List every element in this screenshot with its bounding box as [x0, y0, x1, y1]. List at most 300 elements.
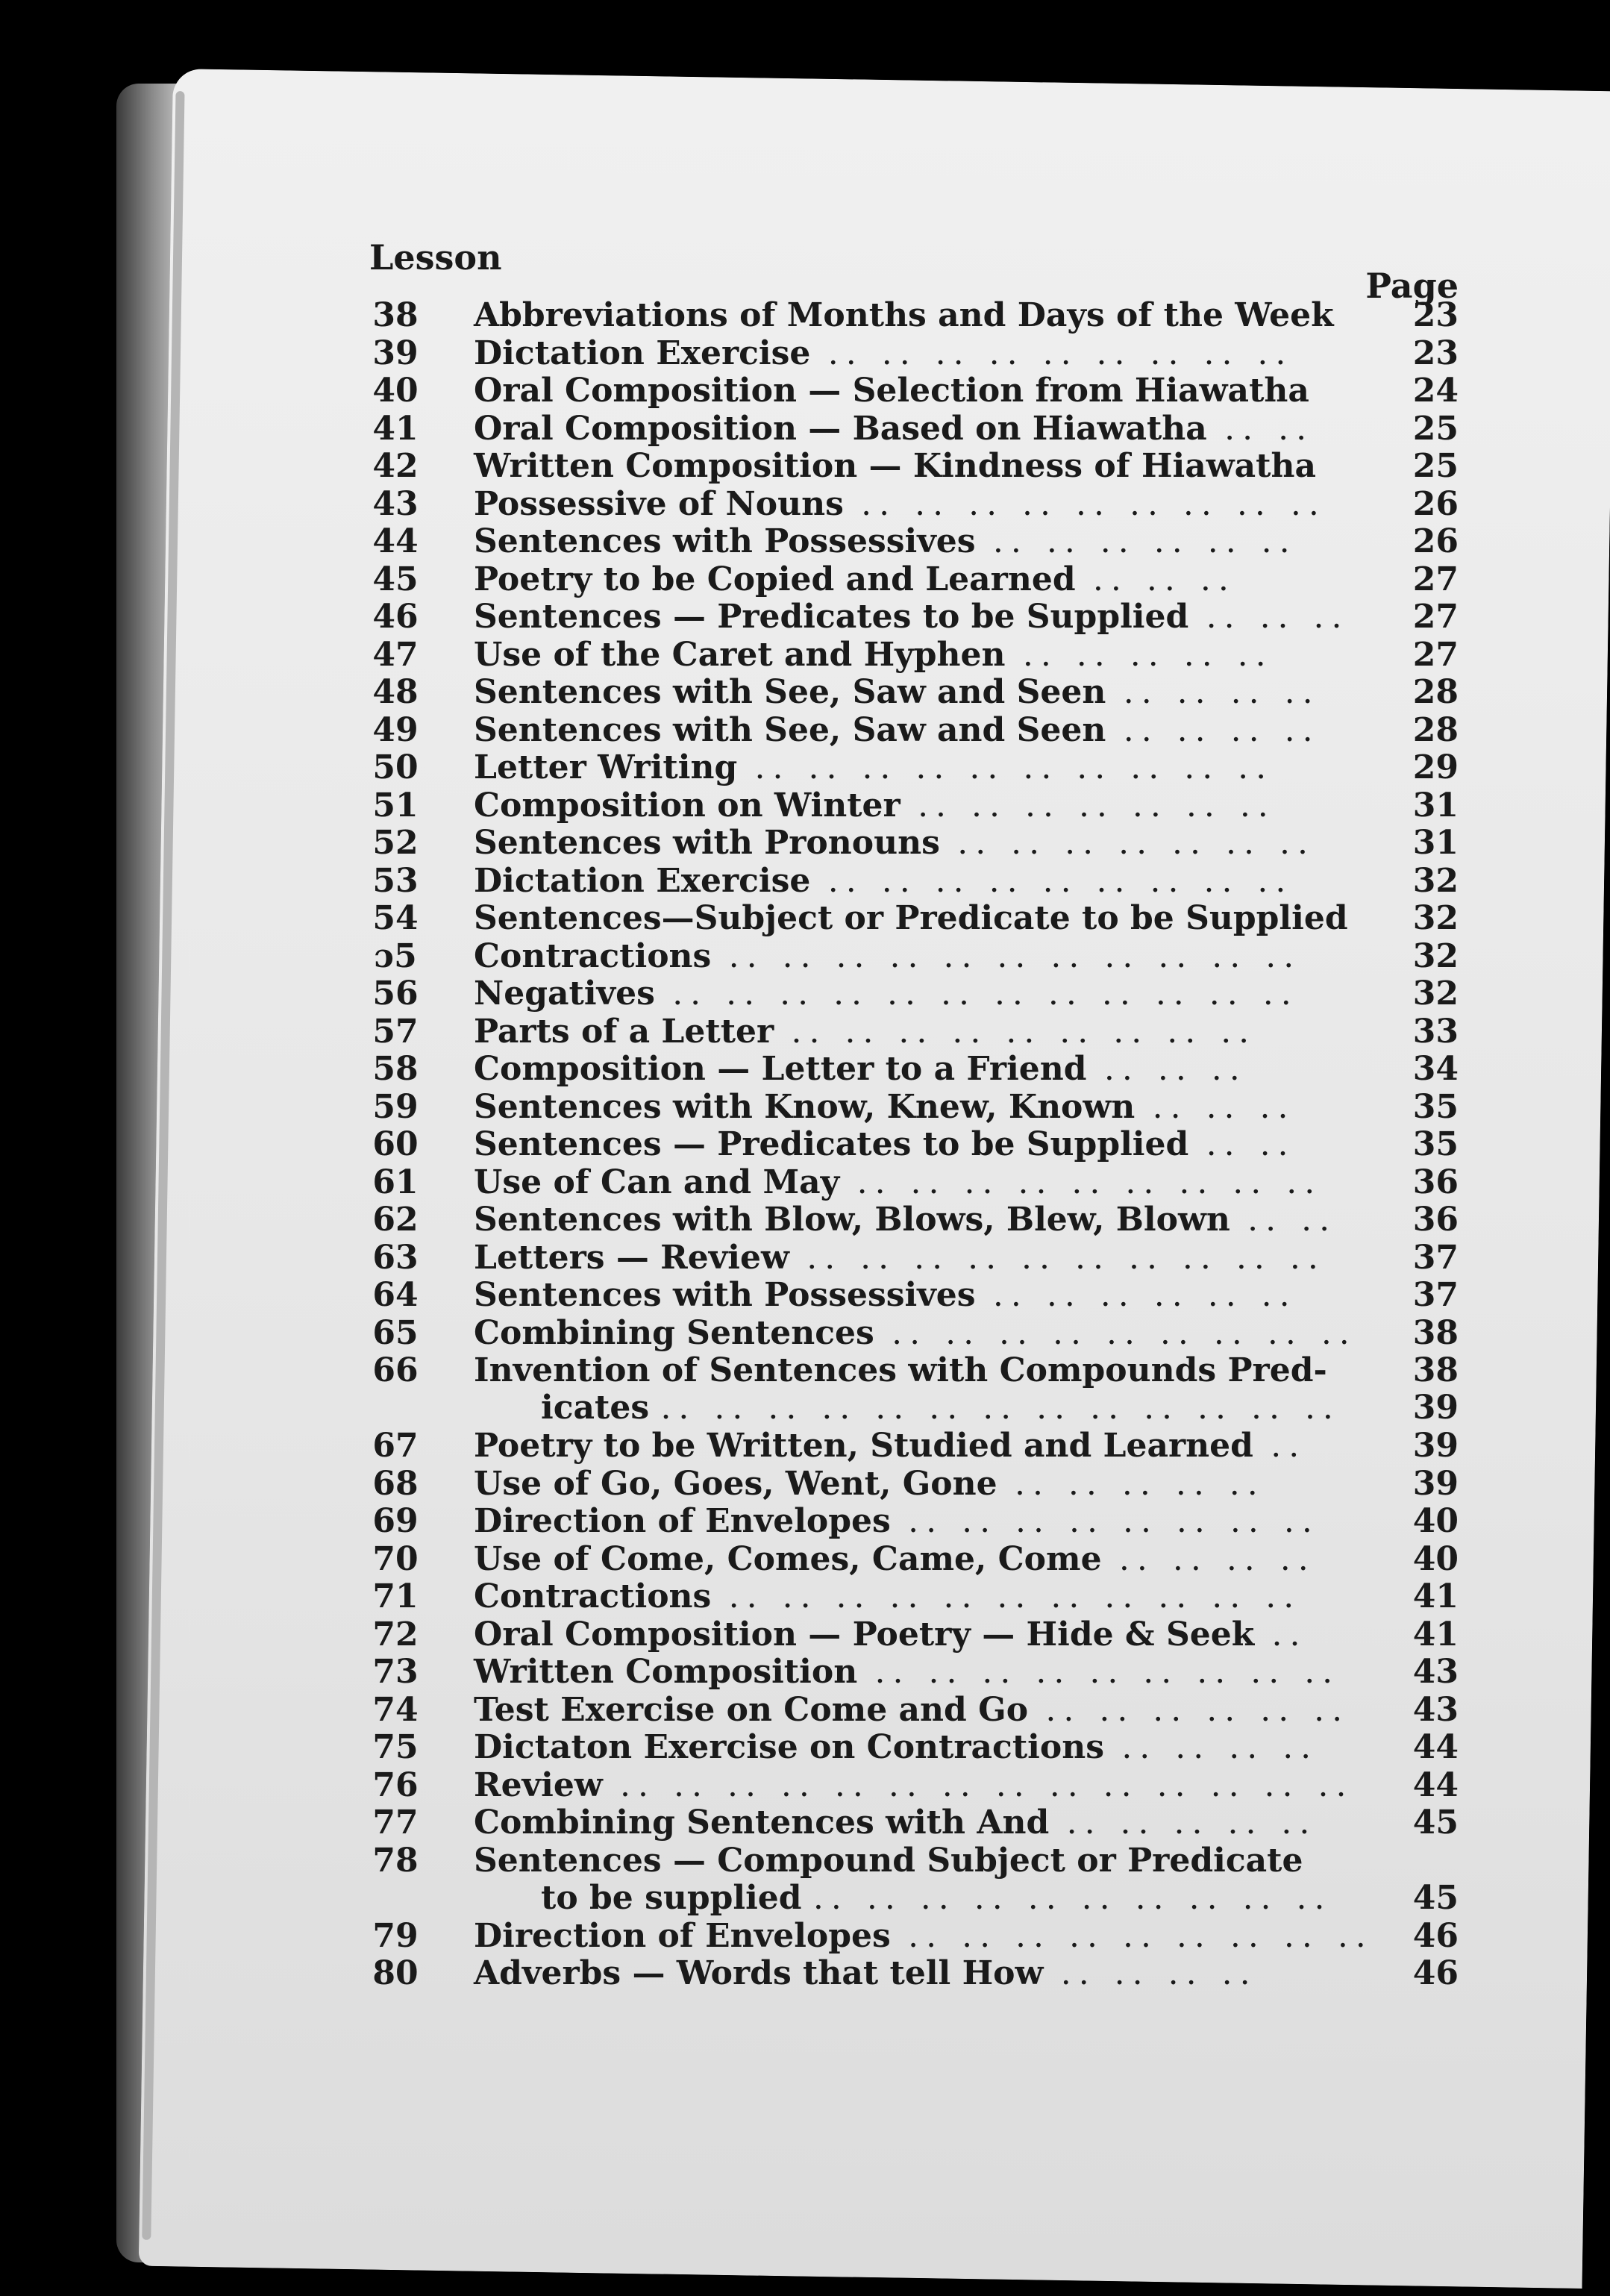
leader-dots: .. .. .. .. .. .. .. .. .. ..	[806, 1239, 1326, 1277]
leader-dots: .. .. .. .. ..	[1022, 636, 1274, 674]
lesson-title-text: Invention of Sentences with Compounds Pred-	[474, 1352, 1327, 1389]
leader-dots: .. .. .. .. .. .. ..	[918, 786, 1276, 825]
toc-row	[354, 1466, 1459, 1504]
leader-dots: .. ..	[1247, 1201, 1338, 1239]
leader-dots: ..	[1271, 1615, 1308, 1654]
page-number: 40	[1412, 1502, 1459, 1540]
lesson-number: 54	[372, 899, 419, 937]
leader-dots: .. ..	[1224, 410, 1315, 448]
toc-entries	[354, 297, 1459, 1993]
toc-row	[354, 1013, 1459, 1051]
lesson-title	[436, 975, 1399, 1013]
page-number-cell	[1399, 1842, 1459, 1917]
toc-row	[354, 900, 1459, 938]
lesson-number: 50	[372, 748, 419, 786]
lesson-title-text: Use of Come, Comes, Came, Come	[474, 1540, 1102, 1578]
lesson-title-text: Sentences with Know, Knew, Known	[474, 1088, 1136, 1126]
leader-dots: .. .. .. ..	[1123, 711, 1321, 749]
leader-dots: ..	[1271, 1427, 1307, 1465]
lesson-title-text: Sentences with Possessives	[474, 1277, 976, 1314]
lesson-title	[436, 1842, 1399, 1917]
page-number-cell	[1399, 1427, 1459, 1465]
toc-row	[354, 1503, 1459, 1541]
page-number-cell	[1399, 1692, 1459, 1729]
page-number: 41	[1412, 1615, 1459, 1654]
page-number: 45	[1412, 1804, 1459, 1842]
page-number-cell	[1399, 486, 1459, 523]
page-number-cell	[1399, 825, 1459, 862]
leader-dots: .. .. .. .. ..	[1014, 1465, 1265, 1503]
page-number: 23	[1412, 334, 1459, 372]
page-number: 32	[1412, 936, 1459, 975]
lesson-number: 45	[372, 560, 419, 598]
lesson-title	[436, 335, 1399, 372]
page-number: 44	[1412, 1728, 1459, 1766]
lesson-number: 66	[372, 1351, 419, 1389]
lesson-title	[436, 410, 1399, 448]
lesson-title	[436, 863, 1399, 900]
lesson-number: 63	[372, 1238, 419, 1277]
leader-dots: .. .. ..	[1092, 560, 1236, 598]
lesson-number: 59	[372, 1087, 419, 1126]
leader-dots: .. .. .. .. .. .. .. .. ..	[861, 485, 1326, 523]
toc-row	[354, 1955, 1459, 1993]
page-number-cell	[1399, 1466, 1459, 1503]
lesson-number: 51	[372, 786, 419, 825]
toc-row	[354, 749, 1459, 787]
lesson-number: 77	[372, 1804, 419, 1842]
toc-row	[354, 1277, 1459, 1315]
lesson-title	[436, 1427, 1399, 1465]
toc-row	[354, 1089, 1459, 1127]
toc-row	[354, 1201, 1459, 1239]
lesson-title	[436, 1277, 1399, 1314]
toc-row	[354, 674, 1459, 712]
lesson-number: 73	[372, 1653, 419, 1691]
lesson-title-text: Contractions	[474, 1578, 712, 1615]
page-number-cell	[1399, 1239, 1459, 1277]
page-number-cell	[1399, 1315, 1459, 1352]
toc-row	[354, 1842, 1459, 1918]
lesson-title	[436, 1089, 1399, 1126]
page-number-cell	[1399, 1729, 1459, 1766]
lesson-title-text: Oral Composition — Based on Hiawatha	[474, 410, 1207, 448]
lesson-number: 71	[372, 1577, 419, 1615]
lesson-title-continued	[474, 1389, 1399, 1427]
toc-row	[354, 712, 1459, 750]
lesson-number: 70	[372, 1539, 419, 1578]
lesson-number: 44	[372, 522, 419, 560]
leader-dots: .. .. .. .. .. .. .. .. .. ..	[754, 749, 1274, 786]
lesson-title	[436, 561, 1399, 598]
toc-row	[354, 1352, 1459, 1427]
lesson-number: 67	[372, 1427, 419, 1465]
lesson-title-text: Poetry to be Written, Studied and Learned	[474, 1427, 1253, 1465]
page-number-cell	[1399, 636, 1459, 674]
page-number-cell	[1399, 900, 1459, 937]
lesson-title-text: Sentences with See, Saw and Seen	[474, 674, 1106, 711]
lesson-title	[436, 787, 1399, 825]
page-number-cell	[1399, 712, 1459, 749]
page-number-cell	[1399, 1654, 1459, 1691]
page-number: 39	[1412, 1427, 1459, 1465]
lesson-title-text: Composition on Winter	[474, 786, 900, 825]
page-number: 38	[1412, 1313, 1459, 1352]
page-number-cell	[1399, 1277, 1459, 1314]
page-number: 33	[1412, 1012, 1459, 1051]
lesson-number: 43	[372, 484, 419, 523]
lesson-title-text: Sentences with Pronouns	[474, 825, 940, 862]
lesson-title	[436, 825, 1399, 862]
toc-row	[354, 1654, 1459, 1692]
lesson-number: 68	[372, 1464, 419, 1503]
lesson-title	[436, 1918, 1399, 1955]
lesson-title	[436, 372, 1399, 410]
lesson-title	[436, 1013, 1399, 1051]
lesson-title	[436, 1692, 1399, 1729]
lesson-title	[436, 523, 1399, 560]
lesson-number: 46	[372, 598, 419, 636]
toc-row	[354, 1918, 1459, 1956]
page-number: 46	[1412, 1916, 1459, 1955]
toc-row	[354, 561, 1459, 599]
page-number: 44	[1412, 1765, 1459, 1804]
leader-dots: .. .. .. .. .. .. .. .. ..	[856, 1163, 1323, 1201]
lesson-title	[436, 674, 1399, 711]
lesson-number: 69	[372, 1502, 419, 1540]
toc-row	[354, 372, 1459, 410]
lesson-title	[436, 1654, 1399, 1691]
page-number-cell	[1399, 1541, 1459, 1578]
page-number-cell	[1399, 598, 1459, 636]
page-number-cell	[1399, 1089, 1459, 1126]
leader-dots: .. .. .. .. .. .. ..	[957, 825, 1315, 862]
lesson-number: 72	[372, 1615, 419, 1654]
lesson-number: 56	[372, 975, 419, 1013]
leader-dots: .. .. .. .. .. .. .. .. .. .. .. .. ..	[660, 1389, 1341, 1427]
leader-dots: .. .. .. .. .. .. .. .. ..	[827, 334, 1294, 372]
page-number-cell	[1399, 335, 1459, 372]
page-number: 35	[1412, 1125, 1459, 1163]
leader-dots: .. .. .. .. .. .. .. .. .. .. ..	[728, 937, 1302, 975]
toc-row	[354, 1767, 1459, 1805]
lesson-title	[436, 1239, 1399, 1277]
toc-row	[354, 1427, 1459, 1466]
page-number: 27	[1412, 598, 1459, 636]
lesson-title	[436, 900, 1399, 937]
toc-row	[354, 1578, 1459, 1616]
leader-dots: .. .. ..	[1206, 598, 1350, 636]
toc-row	[354, 1804, 1459, 1842]
lesson-number: 47	[372, 635, 419, 674]
toc-row	[354, 486, 1459, 524]
lesson-title	[436, 1955, 1399, 1992]
toc-row	[354, 1164, 1459, 1202]
lesson-title-text: Sentences — Predicates to be Supplied	[474, 598, 1189, 636]
page-number: 25	[1412, 447, 1459, 485]
column-headers	[354, 237, 1459, 306]
lesson-title-text: Use of Go, Goes, Went, Gone	[474, 1465, 997, 1503]
lesson-title	[436, 712, 1399, 749]
lesson-title-text: Sentences—Subject or Predicate to be Supplied	[474, 900, 1348, 937]
leader-dots: .. .. .. ..	[1123, 674, 1321, 711]
page-number-continued: 45	[1412, 1878, 1459, 1917]
lesson-title	[436, 1352, 1399, 1427]
toc-row	[354, 1315, 1459, 1353]
leader-dots: .. .. .. .. .. ..	[992, 1277, 1297, 1314]
leader-dots: .. .. ..	[1103, 1051, 1247, 1088]
lesson-title-text: Parts of a Letter	[474, 1013, 774, 1051]
toc-row	[354, 825, 1459, 863]
page-number: 36	[1412, 1163, 1459, 1201]
lesson-title-continued	[474, 1880, 1399, 1917]
page-number: 34	[1412, 1050, 1459, 1088]
lesson-title	[436, 598, 1399, 636]
lesson-title	[436, 749, 1399, 786]
page-number-cell	[1399, 448, 1459, 485]
page-number-cell	[1399, 1616, 1459, 1654]
page-number-continued: 39	[1412, 1389, 1459, 1427]
page-number-cell	[1399, 787, 1459, 825]
leader-dots: .. .. .. .. .. .. .. .. .. .. ..	[728, 1578, 1302, 1615]
page-number: 37	[1412, 1238, 1459, 1277]
lesson-number: 64	[372, 1276, 419, 1314]
toc-row	[354, 1692, 1459, 1730]
page-number: 27	[1412, 560, 1459, 598]
leader-dots: .. .. .. .. .. .. .. ..	[908, 1503, 1320, 1540]
lesson-title-text: Sentences — Compound Subject or Predicate	[474, 1842, 1303, 1880]
toc-row	[354, 448, 1459, 486]
leader-dots: .. .. .. .. .. ..	[1045, 1691, 1350, 1729]
toc-row	[354, 1051, 1459, 1089]
leader-dots: .. .. .. .. .. .. .. .. .. .. .. ..	[672, 975, 1299, 1013]
lesson-title	[436, 1616, 1399, 1654]
leader-dots: .. .. .. ..	[1121, 1729, 1319, 1766]
leader-dots: .. .. .. .. .. .. .. .. .. ..	[812, 1878, 1332, 1917]
page-number-cell	[1399, 1503, 1459, 1540]
lesson-title-text: Written Composition — Kindness of Hiawatha	[474, 448, 1316, 485]
toc-row	[354, 1729, 1459, 1767]
lesson-number: 75	[372, 1728, 419, 1766]
page-number: 29	[1412, 748, 1459, 786]
lesson-title	[436, 1578, 1399, 1615]
page-number: 28	[1412, 673, 1459, 711]
leader-dots: .. .. .. ..	[1060, 1955, 1258, 1992]
page-number: 32	[1412, 861, 1459, 900]
lesson-number: 76	[372, 1765, 419, 1804]
lesson-number: 78	[372, 1841, 419, 1880]
toc-row	[354, 1126, 1459, 1164]
page-number-cell	[1399, 1126, 1459, 1163]
lesson-title-text: Dictaton Exercise on Contractions	[474, 1729, 1104, 1766]
toc-row	[354, 787, 1459, 825]
lesson-number: 42	[372, 447, 419, 485]
lesson-title-text: Sentences with Blow, Blows, Blew, Blown	[474, 1201, 1230, 1239]
lesson-title-text: Dictation Exercise	[474, 334, 811, 372]
lesson-title-text: Test Exercise on Come and Go	[474, 1691, 1029, 1729]
lesson-number: 52	[372, 824, 419, 862]
page-number: 28	[1412, 710, 1459, 749]
lesson-title-text: Direction of Envelopes	[474, 1917, 891, 1955]
lesson-title	[436, 1315, 1399, 1352]
toc-row	[354, 410, 1459, 448]
page-number: 32	[1412, 899, 1459, 937]
lesson-title	[436, 297, 1399, 334]
lesson-number: 80	[372, 1954, 419, 1992]
page-number-cell	[1399, 1918, 1459, 1955]
lesson-title-text: Written Composition	[474, 1654, 858, 1691]
lesson-title-text: Sentences — Predicates to be Supplied	[474, 1126, 1189, 1163]
page-number-cell	[1399, 410, 1459, 448]
leader-dots: .. ..	[1206, 1126, 1296, 1163]
lesson-number: 39	[372, 334, 419, 372]
leader-dots: .. .. .. .. .. .. .. .. ..	[827, 862, 1294, 900]
lesson-column-header: Lesson	[369, 237, 502, 278]
lesson-number: 65	[372, 1313, 419, 1352]
lesson-title-text: Letter Writing	[474, 749, 738, 786]
lesson-title-text: Letters — Review	[474, 1239, 789, 1277]
page-number-cell	[1399, 1804, 1459, 1842]
lesson-number: 62	[372, 1201, 419, 1239]
leader-dots: .. .. .. ..	[1118, 1540, 1316, 1578]
lesson-number: 74	[372, 1690, 419, 1729]
lesson-title-text: Negatives	[474, 975, 655, 1013]
page-number-cell	[1399, 1013, 1459, 1051]
toc-row	[354, 335, 1459, 373]
lesson-title-text: Abbreviations of Months and Days of the Week	[474, 297, 1334, 334]
page-number-cell	[1399, 523, 1459, 560]
lesson-title-text: Sentences with Possessives	[474, 523, 976, 560]
lesson-number: 53	[372, 861, 419, 900]
lesson-title	[436, 1729, 1399, 1766]
lesson-title-text: Review	[474, 1766, 603, 1804]
page-number: 25	[1412, 409, 1459, 448]
page-number: 37	[1412, 1276, 1459, 1314]
page-number-cell	[1399, 1352, 1459, 1427]
lesson-title	[436, 1767, 1399, 1804]
toc-row	[354, 1616, 1459, 1654]
toc-row	[354, 863, 1459, 901]
lesson-title-text: Oral Composition — Selection from Hiawatha	[474, 372, 1309, 410]
lesson-number: 61	[372, 1163, 419, 1201]
page-number: 31	[1412, 824, 1459, 862]
page-number-cell	[1399, 938, 1459, 975]
page-number-cell	[1399, 561, 1459, 598]
leader-dots: .. .. .. .. ..	[1066, 1804, 1318, 1842]
page-number: 39	[1412, 1464, 1459, 1503]
page-number: 26	[1412, 484, 1459, 523]
lesson-title-text: Dictation Exercise	[474, 862, 811, 900]
lesson-title	[436, 1201, 1399, 1239]
leader-dots: .. .. .. .. .. .. .. .. ..	[874, 1654, 1341, 1691]
lesson-title	[436, 636, 1399, 674]
lesson-title-text: Use of the Caret and Hyphen	[474, 636, 1006, 674]
lesson-number: 58	[372, 1050, 419, 1088]
lesson-title	[436, 1503, 1399, 1540]
lesson-title	[436, 1164, 1399, 1201]
toc-row	[354, 975, 1459, 1013]
toc-row	[354, 297, 1459, 335]
lesson-title-text: Combining Sentences	[474, 1314, 874, 1352]
leader-dots: .. .. .. .. .. .. .. .. ..	[908, 1917, 1373, 1955]
page-number: 38	[1412, 1351, 1459, 1389]
page-number: 31	[1412, 786, 1459, 825]
page-number: 26	[1412, 522, 1459, 560]
lesson-number: ɔ5	[374, 936, 417, 975]
page-number-cell	[1399, 749, 1459, 786]
toc-row	[354, 598, 1459, 636]
toc-row	[354, 1541, 1459, 1579]
lesson-number: 38	[372, 296, 419, 334]
lesson-title-continued-text: icates	[541, 1389, 650, 1427]
page-number: 43	[1412, 1653, 1459, 1691]
page-number: 46	[1412, 1954, 1459, 1992]
lesson-title	[436, 1466, 1399, 1503]
lesson-number: 41	[372, 409, 419, 448]
leader-dots: .. .. .. .. .. .. .. .. ..	[791, 1013, 1257, 1051]
page-number: 32	[1412, 975, 1459, 1013]
lesson-title-text: Sentences with See, Saw and Seen	[474, 711, 1106, 749]
toc-row	[354, 938, 1459, 976]
lesson-title-text: Possessive of Nouns	[474, 485, 844, 523]
page-number-cell	[1399, 674, 1459, 711]
lesson-title-text: Poetry to be Copied and Learned	[474, 560, 1076, 598]
lesson-title	[436, 938, 1399, 975]
page-number: 27	[1412, 635, 1459, 674]
toc-row	[354, 523, 1459, 561]
lesson-number: 49	[372, 710, 419, 749]
page-number: 24	[1412, 372, 1459, 410]
toc-row	[354, 636, 1459, 675]
page-number-cell	[1399, 863, 1459, 900]
lesson-title	[436, 448, 1399, 485]
lesson-number: 79	[372, 1916, 419, 1955]
lesson-title-text: Oral Composition — Poetry — Hide & Seek	[474, 1615, 1255, 1654]
page-number: 41	[1412, 1577, 1459, 1615]
lesson-title-continued-text: to be supplied	[541, 1878, 802, 1917]
page-number: 40	[1412, 1539, 1459, 1578]
leader-dots: .. .. .. .. .. ..	[992, 523, 1297, 560]
leader-dots: .. .. .. .. .. .. .. .. ..	[892, 1314, 1357, 1352]
page-number: 23	[1412, 296, 1459, 334]
page-number-cell	[1399, 1578, 1459, 1615]
leader-dots: .. .. ..	[1152, 1088, 1296, 1126]
lesson-number: 48	[372, 673, 419, 711]
page-number-cell	[1399, 975, 1459, 1013]
lesson-title	[436, 1051, 1399, 1088]
leader-dots: .. .. .. .. .. .. .. .. .. .. .. .. .. ..	[620, 1766, 1354, 1804]
lesson-title-text: Contractions	[474, 937, 712, 975]
lesson-title-text: Adverbs — Words that tell How	[474, 1955, 1044, 1992]
lesson-title	[436, 1126, 1399, 1163]
table-of-contents	[354, 237, 1459, 1993]
page-number-cell	[1399, 1201, 1459, 1239]
page-number: 35	[1412, 1087, 1459, 1126]
page-number-cell	[1399, 1051, 1459, 1088]
page-number-cell	[1399, 1955, 1459, 1992]
lesson-title	[436, 1541, 1399, 1578]
page-number: 36	[1412, 1201, 1459, 1239]
lesson-title-text: Direction of Envelopes	[474, 1503, 891, 1540]
page-number-cell	[1399, 372, 1459, 410]
toc-row	[354, 1239, 1459, 1277]
lesson-number: 60	[372, 1125, 419, 1163]
lesson-number: 40	[372, 372, 419, 410]
lesson-title	[436, 1804, 1399, 1842]
page-number-cell	[1399, 1164, 1459, 1201]
page-column-header: Page	[1365, 266, 1459, 306]
page-number-cell	[1399, 1767, 1459, 1804]
